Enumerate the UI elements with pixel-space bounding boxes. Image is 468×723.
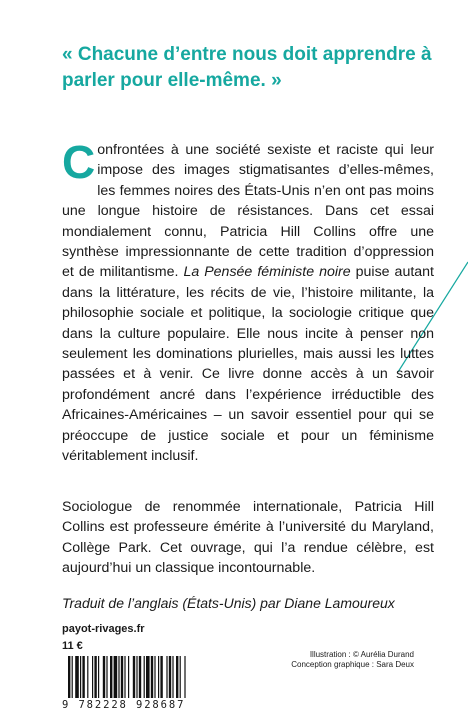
barcode-bar <box>110 656 112 700</box>
description-text-part1: onfrontées à une société sexiste et raciste qui leur impose des images stigmatisantes d’elles-mêmes, les femmes noires des États-Unis n’en ont pas moins une longue histoire de résistances. Dans cet essai mondialement connu, Patricia Hill Collins offre une synthèse impressionnante de cette tradition d’oppression et de militantisme. <box>62 142 434 281</box>
barcode-bar <box>176 656 178 700</box>
barcode-bar <box>118 656 119 700</box>
barcode-bar <box>169 656 171 700</box>
isbn-number: 9 782228 928687 <box>62 698 237 712</box>
barcode-bar <box>82 656 84 700</box>
barcode-bar <box>160 656 162 700</box>
description-text-part2: puise autant dans la littérature, les récits de vie, l’histoire militante, la philosophie sociale et politique, la sociologie critique que dans la culture populaire. Elle nous incite à penser non seulement les dominations plurielles, mais aussi les luttes passées et à venir. Ce livre donne accès à un savoir profondément ancré dans l’expérience irréductible des Africaines-Américaines – un savoir essentiel pour qui se préoccupe de justice sociale et pour un féminisme véritablement inclusif. <box>62 264 434 465</box>
drop-cap: C <box>62 136 96 188</box>
barcode-bar <box>75 656 79 700</box>
translation-prefix: Traduit de l’anglais (États-Unis) par <box>62 595 281 611</box>
translation-credit <box>62 595 395 611</box>
barcode-bar <box>98 656 99 700</box>
barcode-bar <box>106 656 107 700</box>
cover-quote: « Chacune d’entre nous doit apprendre à parler pour elle-même. » <box>62 44 432 91</box>
barcode-bar <box>92 656 93 700</box>
credits-block <box>288 650 414 670</box>
barcode-bar <box>68 656 70 700</box>
book-title: La Pensée féministe noire <box>183 264 351 281</box>
publisher-website: payot-rivages.fr <box>62 623 145 635</box>
barcode-bar <box>184 656 185 700</box>
barcode-bar <box>128 656 129 700</box>
barcode-bar <box>144 656 145 700</box>
barcode-bar <box>146 656 150 700</box>
barcode-bar <box>124 656 125 700</box>
barcode-bar <box>151 656 153 700</box>
barcode-bar <box>121 656 123 700</box>
barcode-bar <box>180 656 181 700</box>
barcode-bar <box>172 656 173 700</box>
barcode-bar <box>154 656 155 700</box>
barcode-bar <box>136 656 137 700</box>
barcode-bar <box>133 656 135 700</box>
barcode-bars <box>62 656 237 700</box>
barcode-bar <box>87 656 88 700</box>
description-paragraph <box>62 136 434 467</box>
barcode-bar <box>94 656 96 700</box>
translator-name: Diane Lamoureux <box>284 595 395 611</box>
barcode-bar <box>80 656 81 700</box>
barcode-bar <box>139 656 141 700</box>
author-bio: Sociologue de renommée internationale, Patricia Hill Collins est professeure émérite à l’université du Maryland, Collège Park. Cet ouvrage, qui l’a rendue célèbre, est aujourd’hui un classique incontournable. <box>62 499 434 577</box>
price: 11 € <box>62 640 83 652</box>
illustration-credit: Illustration : © Aurélia Durand <box>309 650 414 659</box>
barcode-bar <box>158 656 159 700</box>
barcode-bar <box>166 656 167 700</box>
barcode-bar <box>103 656 105 700</box>
barcode-bar <box>72 656 73 700</box>
design-credit: Conception graphique : Sara Deux <box>291 660 414 669</box>
barcode-bar <box>114 656 118 700</box>
